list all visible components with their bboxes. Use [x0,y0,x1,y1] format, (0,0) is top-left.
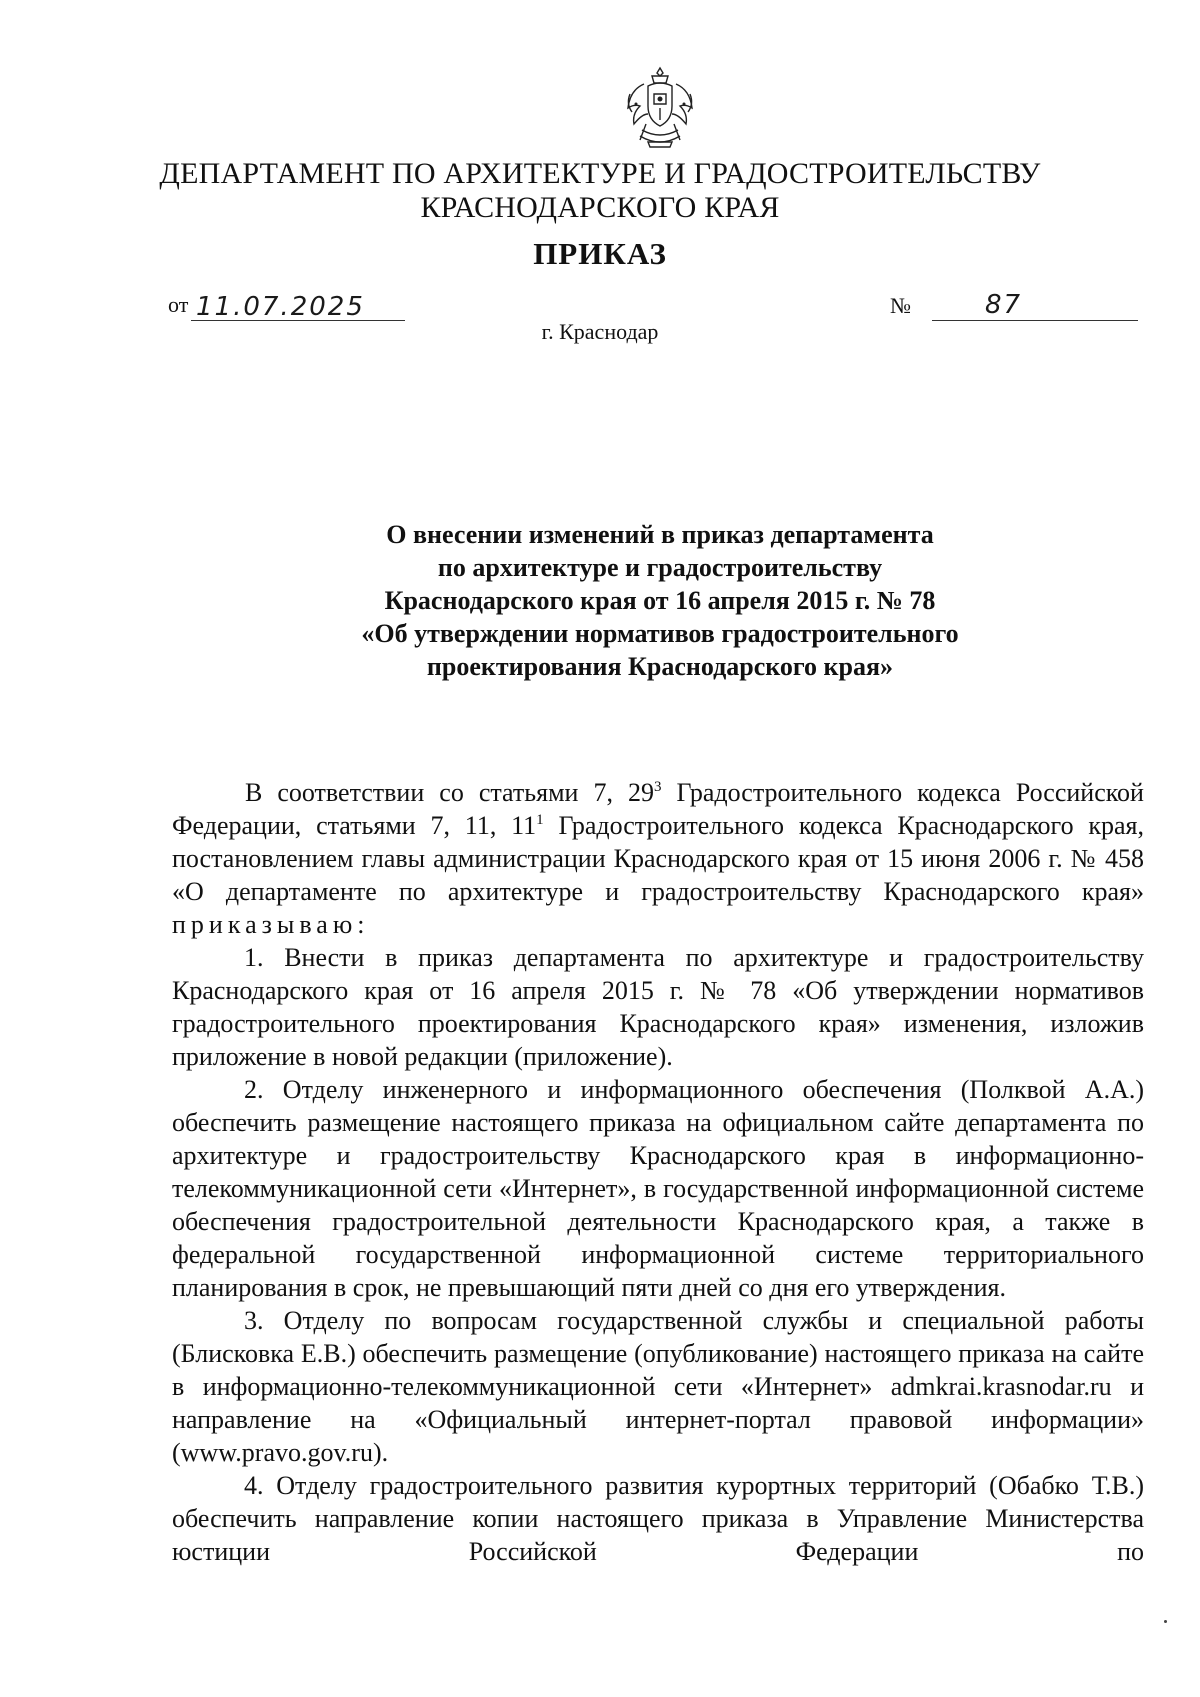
item-2-paragraph: 2. Отделу инженерного и информационного обеспечения (Полквой А.А.) обеспечить размещение настоящего приказа на официальном сайте департамента по архитектуре и градостроительству Краснодарского края в информационно-телекоммуникационной сети «Интернет», в государственной информационной системе обеспечения градостроительной деятельности Краснодарского края, а также в федеральной государственной информационной системе территориального планирования в срок, не превышающий пяти дней со дня его утверждения. [172,1075,1144,1302]
subject-line: проектирования Краснодарского края» [426,652,894,681]
item-1-paragraph: 1. Внести в приказ департамента по архитектуре и градостроительству Краснодарского края от 16 апреля 2015 г. № 78 «Об утверждении нормативов градостроительного проектирования Краснодарского края» изменения, изложив приложение в новой редакции (приложение). [172,943,1144,1071]
city: г. Краснодар [541,319,659,344]
preamble-paragraph: В соответствии со статьями 7, $29^3$ Градостроительного кодекса Российской Федерации, статьями 7, 11, $11^1$ Градостроительного кодекса Краснодарского края, постановлением главы администрации Краснодарского края от 15 июня 2006 г. № 458 «О департаменте по архитектуре и градостроительству Краснодарского края» приказываю: [172,778,1144,939]
department-name-line2: КРАСНОДАРСКОГО КРАЯ [420,191,780,224]
coat-of-arms-icon [622,64,698,150]
department-name-line1: ДЕПАРТАМЕНТ ПО АРХИТЕКТУРЕ И ГРАДОСТРОИТЕЛЬСТВУ [159,157,1041,190]
number-label: № [890,293,911,318]
subject-line: О внесении изменений в приказ департамента [386,520,934,549]
order-body [172,776,1144,1568]
subject-line: Краснодарского края от 16 апреля 2015 г. № 78 [384,586,936,615]
page-mark [1164,1620,1167,1623]
number-underline [932,296,1138,321]
subject-line: по архитектуре и градостроительству [437,553,883,582]
order-number: 87 [985,290,1023,320]
item-3-paragraph: 3. Отделу по вопросам государственной службы и специальной работы (Блисковка Е.В.) обеспечить размещение (опубликование) настоящего приказа на сайте в информационно-телекоммуникационной сети «Интернет» admkrai.krasnodar.ru и направление на «Официальный интернет-портал правовой информации» (www.pravo.gov.ru). [172,1306,1144,1467]
order-subject [300,518,1020,683]
spaced-command: приказываю: [172,910,370,939]
order-date: 11.07.2025 [196,292,365,322]
date-prefix: от [168,292,189,317]
document-type-title: ПРИКАЗ [533,236,667,271]
item-4-paragraph: 4. Отделу градостроительного развития курортных территорий (Обабко Т.В.) обеспечить направление копии настоящего приказа в Управление Министерства юстиции Российской Федерации по [172,1471,1144,1566]
subject-line: «Об утверждении нормативов градостроительного [361,619,959,648]
